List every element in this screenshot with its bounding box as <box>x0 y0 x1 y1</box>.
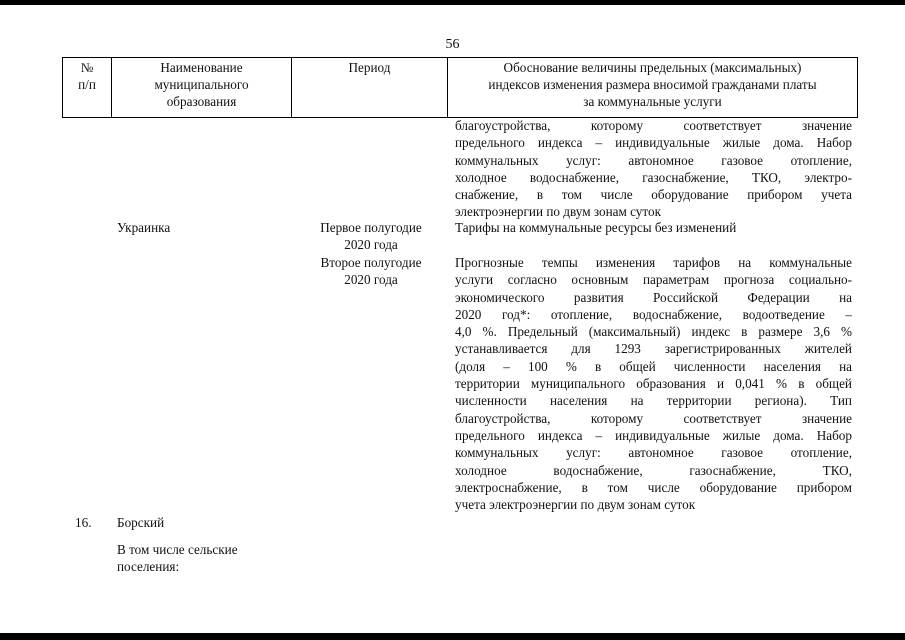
text-line: снабжение, в том числе оборудование прибором учета <box>455 187 852 203</box>
text-line: электроэнергии по двум зонам суток <box>455 204 661 220</box>
text-line: Прогнозные темпы изменения тарифов на коммунальные <box>455 255 852 270</box>
text-line: холодное водоснабжение, газоснабжение, ТКО, электро- <box>455 169 852 185</box>
row-number: 16. <box>75 515 92 530</box>
continuation-paragraph <box>455 117 852 221</box>
header-justification <box>448 58 858 118</box>
subheading-rural-settlements <box>117 541 292 576</box>
text-line: холодное водоснабжение, газоснабжение, ТКО, <box>455 462 852 478</box>
table-header <box>62 57 858 118</box>
period-line: Первое полугодие <box>320 220 422 235</box>
text-line: (доля – 100 % в общей численности населения на <box>455 358 852 374</box>
municipality-name: Украинка <box>117 220 171 235</box>
header-name-line: образования <box>166 94 237 109</box>
header-justification-line: индексов изменения размера вносимой гражданами платы <box>488 77 817 92</box>
period-first-half <box>296 219 446 254</box>
header-num-line: п/п <box>78 77 96 92</box>
header-period: Период <box>292 58 448 118</box>
page-number: 56 <box>445 37 460 52</box>
scan-top-border <box>0 0 905 5</box>
text-line: 2020 год*: отопление, водоснабжение, водоотведение – <box>455 306 852 322</box>
period-second-half <box>296 254 446 289</box>
period-line: Второе полугодие <box>320 255 422 270</box>
period-line: 2020 года <box>344 272 398 288</box>
text-line: экономического развития Российской Федерации на <box>455 289 852 305</box>
text-line: услуги согласно основным параметрам прогноза социально- <box>455 272 852 288</box>
header-name-line: Наименование <box>160 60 243 75</box>
header-justification-line: Обоснование величины предельных (максимальных) <box>503 60 802 75</box>
header-num <box>63 58 112 118</box>
text-line: учета электроэнергии по двум зонам суток <box>455 497 696 513</box>
text-line: коммунальных услуг: автономное газовое отопление, <box>455 445 852 461</box>
tariff-text-second-half <box>455 254 852 513</box>
scan-bottom-border <box>0 633 905 640</box>
header-num-line: № <box>80 60 94 75</box>
tariff-text-first-half: Тарифы на коммунальные ресурсы без изменений <box>455 220 737 235</box>
text-line: благоустройства, которому соответствует значение <box>455 410 852 426</box>
text-line: территории муниципального образования и 0,041 % в общей <box>455 376 852 392</box>
header-justification-line: за коммунальные услуги <box>583 94 722 109</box>
subheading-line: В том числе сельские <box>117 542 238 557</box>
header-name-line: муниципального <box>154 77 249 92</box>
text-line: электроснабжение, в том числе оборудование прибором <box>455 479 852 495</box>
subheading-line: поселения: <box>117 559 180 575</box>
text-line: коммунальных услуг: автономное газовое отопление, <box>455 152 852 168</box>
text-line: благоустройства, которому соответствует значение <box>455 118 852 133</box>
header-name <box>112 58 292 118</box>
period-line: 2020 года <box>344 237 398 253</box>
municipality-name: Борский <box>117 515 165 530</box>
text-line: 4,0 %. Предельный (максимальный) индекс в размере 3,6 % <box>455 324 852 340</box>
text-line: численности населения на территории региона). Тип <box>455 393 852 409</box>
text-line: предельного индекса – индивидуальные жилые дома. Набор <box>455 135 852 151</box>
text-line: предельного индекса – индивидуальные жилые дома. Набор <box>455 427 852 443</box>
text-line: устанавливается для 1293 зарегистрированных жителей <box>455 341 852 357</box>
